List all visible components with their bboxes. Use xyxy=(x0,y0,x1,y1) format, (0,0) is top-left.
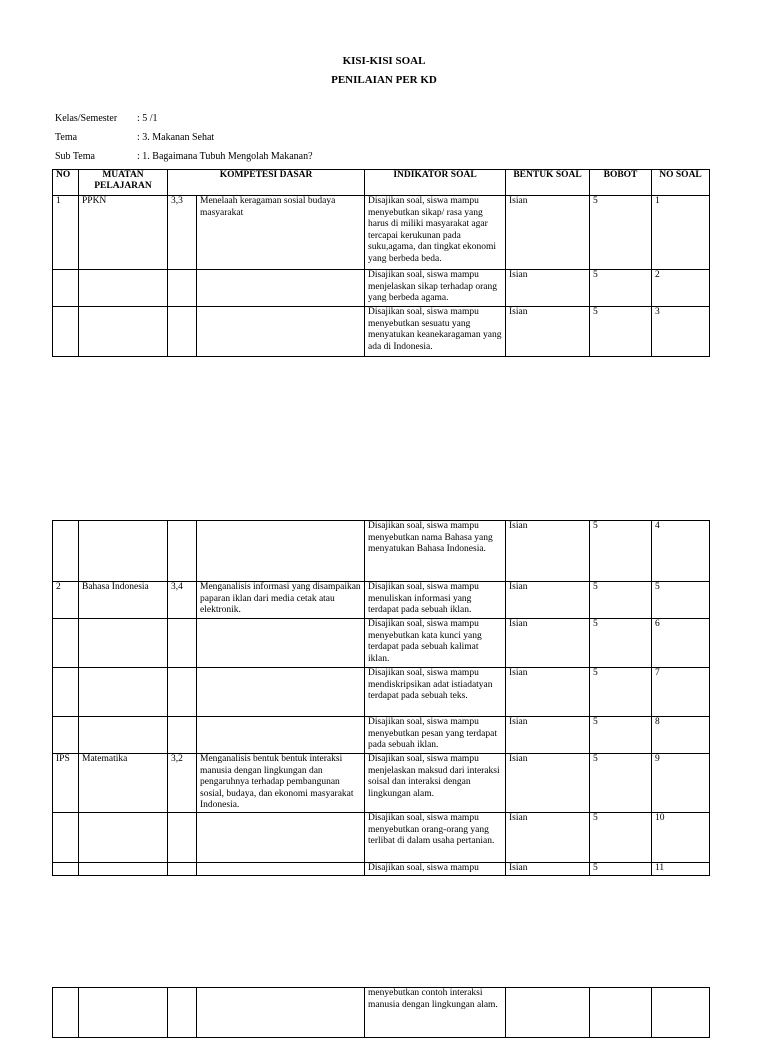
meta-label: Kelas/Semester xyxy=(55,113,118,124)
cell-kd-code: 3,3 xyxy=(168,196,197,270)
cell-kd-code xyxy=(168,988,197,1038)
column-header-bentuk: BENTUK SOAL xyxy=(506,170,590,196)
cell-no: IPS xyxy=(53,754,79,813)
cell-muatan xyxy=(79,862,168,875)
cell-kompetensi-dasar xyxy=(197,988,365,1038)
cell-bentuk-soal: Isian xyxy=(506,582,590,619)
cell-kompetensi-dasar xyxy=(197,270,365,307)
column-header-no: NO xyxy=(53,170,79,196)
cell-indikator: Disajikan soal, siswa mampu menjelaskan sikap terhadap orang yang berbeda agama. xyxy=(365,270,506,307)
cell-muatan xyxy=(79,307,168,357)
cell-kd-code xyxy=(168,619,197,668)
table-row xyxy=(53,619,710,668)
cell-no xyxy=(53,717,79,754)
cell-no-soal: 7 xyxy=(652,668,710,717)
cell-no-soal: 3 xyxy=(652,307,710,357)
cell-muatan xyxy=(79,812,168,862)
cell-kompetensi-dasar xyxy=(197,619,365,668)
cell-kd-code xyxy=(168,521,197,582)
cell-bentuk-soal: Isian xyxy=(506,619,590,668)
cell-bentuk-soal: Isian xyxy=(506,717,590,754)
cell-muatan xyxy=(79,521,168,582)
cell-no-soal: 8 xyxy=(652,717,710,754)
cell-no-soal: 1 xyxy=(652,196,710,270)
cell-bobot: 5 xyxy=(590,582,652,619)
cell-indikator: Disajikan soal, siswa mampu menjelaskan maksud dari interaksi soisal dan interaksi dengan lingkungan alam. xyxy=(365,754,506,813)
cell-bentuk-soal: Isian xyxy=(506,307,590,357)
cell-muatan: PPKN xyxy=(79,196,168,270)
cell-bobot: 5 xyxy=(590,717,652,754)
cell-bentuk-soal: Isian xyxy=(506,862,590,875)
cell-no-soal: 4 xyxy=(652,521,710,582)
cell-kompetensi-dasar xyxy=(197,668,365,717)
column-header-kompetensi: KOMPETESI DASAR xyxy=(168,170,365,196)
cell-indikator: Disajikan soal, siswa mampu menyebutkan pesan yang terdapat pada sebuah iklan. xyxy=(365,717,506,754)
cell-kd-code: 3,2 xyxy=(168,754,197,813)
kisi-kisi-table-page-2 xyxy=(52,520,710,876)
cell-bentuk-soal xyxy=(506,988,590,1038)
cell-kompetensi-dasar xyxy=(197,307,365,357)
cell-kompetensi-dasar xyxy=(197,812,365,862)
cell-bentuk-soal: Isian xyxy=(506,754,590,813)
column-header-bobot: BOBOT xyxy=(590,170,652,196)
cell-no: 2 xyxy=(53,582,79,619)
cell-indikator: Disajikan soal, siswa mampu xyxy=(365,862,506,875)
cell-kd-code xyxy=(168,862,197,875)
table-row xyxy=(53,270,710,307)
cell-bobot: 5 xyxy=(590,196,652,270)
cell-indikator: Disajikan soal, siswa mampu mendiskripsikan adat istiadatyan terdapat pada sebuah teks. xyxy=(365,668,506,717)
cell-bobot: 5 xyxy=(590,307,652,357)
cell-no-soal: 5 xyxy=(652,582,710,619)
cell-bobot: 5 xyxy=(590,668,652,717)
meta-tema xyxy=(55,132,214,144)
cell-muatan: Bahasa Indonesia xyxy=(79,582,168,619)
cell-no xyxy=(53,270,79,307)
cell-bentuk-soal: Isian xyxy=(506,812,590,862)
meta-label: Sub Tema xyxy=(55,151,95,162)
meta-value: : 3. Makanan Sehat xyxy=(137,132,215,143)
table-row xyxy=(53,717,710,754)
cell-indikator: Disajikan soal, siswa mampu menyebutkan nama Bahasa yang menyatukan Bahasa Indonesia. xyxy=(365,521,506,582)
cell-bobot: 5 xyxy=(590,619,652,668)
cell-no xyxy=(53,812,79,862)
cell-kd-code xyxy=(168,812,197,862)
table-row xyxy=(53,307,710,357)
cell-indikator: menyebutkan contoh interaksi manusia dengan lingkungan alam. xyxy=(365,988,506,1038)
cell-kompetensi-dasar xyxy=(197,862,365,875)
document-title: KISI-KISI SOAL xyxy=(342,55,426,67)
table-row xyxy=(53,582,710,619)
cell-no-soal: 6 xyxy=(652,619,710,668)
cell-bobot: 5 xyxy=(590,862,652,875)
document-subtitle: PENILAIAN PER KD xyxy=(331,74,437,86)
cell-no xyxy=(53,521,79,582)
cell-bentuk-soal: Isian xyxy=(506,668,590,717)
cell-kompetensi-dasar xyxy=(197,521,365,582)
cell-kompetensi-dasar xyxy=(197,717,365,754)
cell-no-soal: 10 xyxy=(652,812,710,862)
table-row xyxy=(53,988,710,1038)
meta-value: : 5 /1 xyxy=(137,113,158,124)
cell-indikator: Disajikan soal, siswa mampu menyebutkan orang-orang yang terlibat di dalam usaha pertanian. xyxy=(365,812,506,862)
table-header-row xyxy=(53,170,710,196)
table-row xyxy=(53,812,710,862)
meta-value: : 1. Bagaimana Tubuh Mengolah Makanan? xyxy=(137,151,313,162)
cell-bentuk-soal: Isian xyxy=(506,270,590,307)
column-header-muatan: MUATAN PELAJARAN xyxy=(79,170,168,196)
kisi-kisi-table-page-3 xyxy=(52,987,710,1038)
cell-bentuk-soal: Isian xyxy=(506,196,590,270)
cell-muatan xyxy=(79,619,168,668)
table-row xyxy=(53,754,710,813)
cell-kd-code xyxy=(168,307,197,357)
cell-no: 1 xyxy=(53,196,79,270)
cell-kd-code xyxy=(168,270,197,307)
meta-label: Tema xyxy=(55,132,78,143)
cell-muatan xyxy=(79,717,168,754)
cell-muatan xyxy=(79,668,168,717)
cell-indikator: Disajikan soal, siswa mampu menyebutkan sikap/ rasa yang harus di miliki masyarakat agar tercapai kerukunan pada suku,agama, dan tingkat ekonomi yang berbeda beda. xyxy=(365,196,506,270)
cell-bobot xyxy=(590,988,652,1038)
cell-muatan: Matematika xyxy=(79,754,168,813)
cell-kd-code: 3,4 xyxy=(168,582,197,619)
cell-bobot: 5 xyxy=(590,754,652,813)
cell-kompetensi-dasar: Menelaah keragaman sosial budaya masyarakat xyxy=(197,196,365,270)
cell-bobot: 5 xyxy=(590,812,652,862)
cell-no xyxy=(53,988,79,1038)
table-row xyxy=(53,196,710,270)
cell-no-soal xyxy=(652,988,710,1038)
table-row xyxy=(53,862,710,875)
cell-muatan xyxy=(79,988,168,1038)
table-row xyxy=(53,521,710,582)
cell-no xyxy=(53,668,79,717)
column-header-indikator: INDIKATOR SOAL xyxy=(365,170,506,196)
cell-indikator: Disajikan soal, siswa mampu menyebutkan sesuatu yang menyatukan keanekaragaman yang ada di Indonesia. xyxy=(365,307,506,357)
table-row xyxy=(53,668,710,717)
kisi-kisi-table-page-1 xyxy=(52,169,710,357)
cell-bobot: 5 xyxy=(590,270,652,307)
cell-bentuk-soal: Isian xyxy=(506,521,590,582)
cell-kompetensi-dasar: Menganalisis informasi yang disampaikan paparan iklan dari media cetak atau elektronik. xyxy=(197,582,365,619)
cell-muatan xyxy=(79,270,168,307)
cell-kompetensi-dasar: Menganalisis bentuk bentuk interaksi manusia dengan lingkungan dan pengaruhnya terhadap pembangunan sosial, budaya, dan ekonomi masyarakat Indonesia. xyxy=(197,754,365,813)
cell-bobot: 5 xyxy=(590,521,652,582)
meta-sub-tema xyxy=(55,151,313,163)
cell-no xyxy=(53,307,79,357)
cell-indikator: Disajikan soal, siswa mampu menuliskan informasi yang terdapat pada sebuah iklan. xyxy=(365,582,506,619)
cell-no-soal: 11 xyxy=(652,862,710,875)
cell-kd-code xyxy=(168,717,197,754)
cell-no xyxy=(53,862,79,875)
cell-no-soal: 2 xyxy=(652,270,710,307)
cell-kd-code xyxy=(168,668,197,717)
column-header-no-soal: NO SOAL xyxy=(652,170,710,196)
cell-indikator: Disajikan soal, siswa mampu menyebutkan kata kunci yang terdapat pada sebuah kalimat iklan. xyxy=(365,619,506,668)
meta-kelas-semester xyxy=(55,113,158,125)
cell-no-soal: 9 xyxy=(652,754,710,813)
cell-no xyxy=(53,619,79,668)
